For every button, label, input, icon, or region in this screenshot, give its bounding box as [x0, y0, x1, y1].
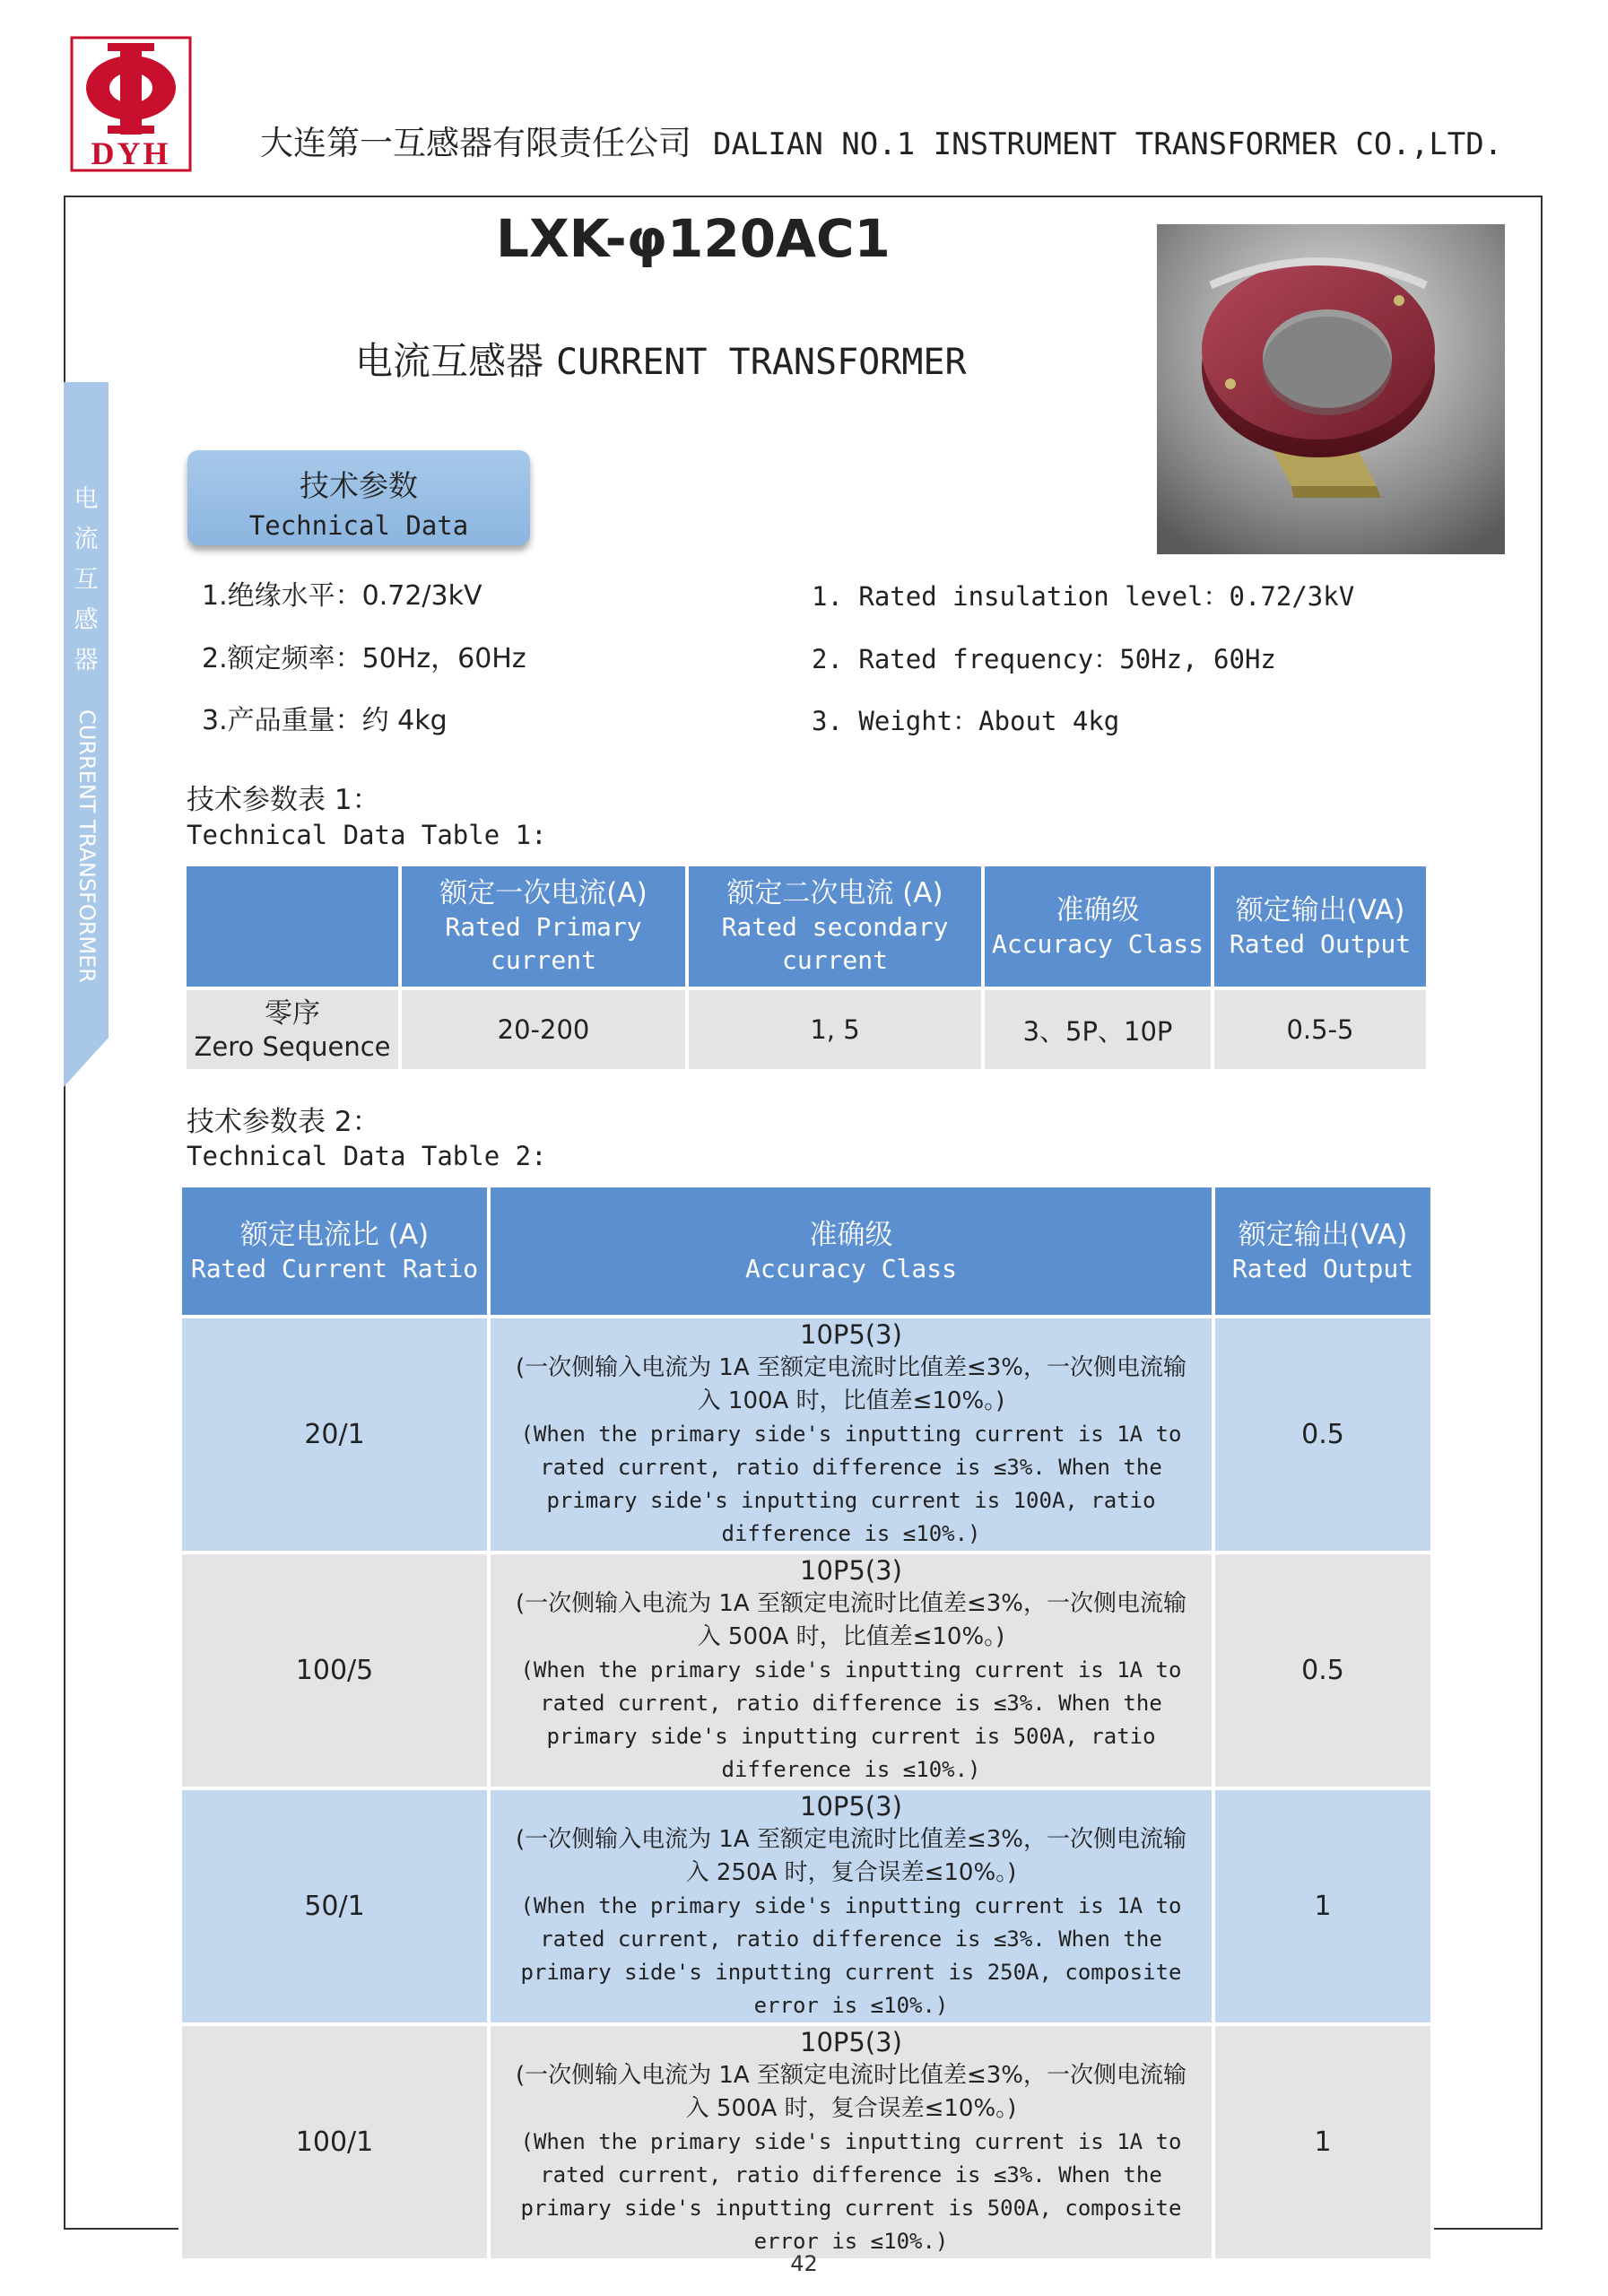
- technical-data-label-en: Technical Data: [248, 510, 469, 541]
- logo-text: DYH: [91, 135, 171, 171]
- spec-en-weight: 3. Weight：About 4kg: [812, 706, 1120, 736]
- table2-header-ratio: 额定电流比 (A) Rated Current Ratio: [180, 1186, 489, 1317]
- company-header: [260, 121, 1516, 166]
- side-tab-label-en: CURRENT TRANSFORMER: [74, 709, 100, 983]
- table-row: [180, 1788, 1432, 2024]
- table2-cell-accuracy: 10P5(3) (一次侧输入电流为 1A 至额定电流时比值差≤3%，一次侧电流输入 500A 时，复合误差≤10%。) (When the primary side's inputting current is 1A to rated current, ratio difference is ≤3%. When the primary side's inputting current is 500A, composite error is ≤10%.): [489, 2024, 1213, 2260]
- table2-cell-accuracy: 10P5(3) (一次侧输入电流为 1A 至额定电流时比值差≤3%，一次侧电流输入 500A 时，比值差≤10%。) (When the primary side's inputting current is 1A to rated current, ratio difference is ≤3%. When the primary side's inputting current is 500A, ratio difference is ≤10%.): [489, 1552, 1213, 1788]
- table2-cell-output: 1: [1213, 1788, 1432, 2024]
- table-row: [180, 1317, 1432, 1552]
- spec-en-insulation: 1. Rated insulation level：0.72/3kV: [812, 581, 1355, 612]
- table1-cell-accuracy: 3、5P、10P: [983, 988, 1213, 1071]
- spec-cn-insulation: 1.绝缘水平：0.72/3kV: [202, 580, 482, 612]
- product-photo: [1157, 224, 1505, 554]
- table-row: [185, 988, 1428, 1071]
- technical-data-table-1: [183, 863, 1430, 1073]
- table2-cell-ratio: 100/5: [180, 1552, 489, 1788]
- table2-header-row: [180, 1186, 1432, 1317]
- table1-header-output: 额定输出(VA) Rated Output: [1213, 865, 1428, 988]
- table1-caption-cn: 技术参数表 1：: [187, 784, 380, 816]
- table2-cell-accuracy: 10P5(3) (一次侧输入电流为 1A 至额定电流时比值差≤3%，一次侧电流输入 100A 时，比值差≤10%。) (When the primary side's inputting current is 1A to rated current, ratio difference is ≤3%. When the primary side's inputting current is 100A, ratio difference is ≤10%.): [489, 1317, 1213, 1552]
- table2-cell-accuracy: 10P5(3) (一次侧输入电流为 1A 至额定电流时比值差≤3%，一次侧电流输入 250A 时，复合误差≤10%。) (When the primary side's inputting current is 1A to rated current, ratio difference is ≤3%. When the primary side's inputting current is 250A, composite error is ≤10%.): [489, 1788, 1213, 2024]
- technical-data-label-cn: 技术参数: [300, 468, 418, 503]
- table1-header-accuracy: 准确级 Accuracy Class: [983, 865, 1213, 988]
- table2-cell-ratio: 20/1: [180, 1317, 489, 1552]
- table2-caption-en: Technical Data Table 2:: [187, 1141, 547, 1171]
- technical-data-table-2: [178, 1184, 1434, 2262]
- side-tab-label-cn: 电 流 互 感 器: [74, 485, 99, 674]
- table2-header-output: 额定输出(VA) Rated Output: [1213, 1186, 1432, 1317]
- table1-header-row: [185, 865, 1428, 988]
- product-title-en: CURRENT TRANSFORMER: [556, 342, 967, 383]
- table2-caption-cn: 技术参数表 2：: [187, 1106, 380, 1138]
- table1-cell-primary: 20-200: [400, 988, 687, 1071]
- table-row: [180, 1552, 1432, 1788]
- company-name-en: DALIAN NO.1 INSTRUMENT TRANSFORMER CO.,LTD.: [713, 126, 1503, 162]
- product-title-cn: 电流互感器: [355, 339, 544, 383]
- table2-header-accuracy: 准确级 Accuracy Class: [489, 1186, 1213, 1317]
- technical-data-badge: [187, 450, 530, 545]
- table2-cell-output: 1: [1213, 2024, 1432, 2260]
- table1-header-primary: 额定一次电流(A) Rated Primary current: [400, 865, 687, 988]
- table2-cell-output: 0.5: [1213, 1317, 1432, 1552]
- table1-cell-secondary: 1, 5: [687, 988, 983, 1071]
- table-row: [180, 2024, 1432, 2260]
- table1-cell-output: 0.5-5: [1213, 988, 1428, 1071]
- company-logo: [70, 36, 192, 172]
- spec-cn-frequency: 2.额定频率：50Hz，60Hz: [202, 643, 526, 674]
- model-title: LXK-φ120AC1: [496, 208, 891, 269]
- table1-header-secondary: 额定二次电流 (A) Rated secondary current: [687, 865, 983, 988]
- table2-cell-ratio: 50/1: [180, 1788, 489, 2024]
- table2-cell-ratio: 100/1: [180, 2024, 489, 2260]
- spec-cn-weight: 3.产品重量：约 4kg: [202, 705, 448, 736]
- page-number: 42: [790, 2251, 818, 2276]
- spec-en-frequency: 2. Rated frequency：50Hz, 60Hz: [812, 644, 1276, 674]
- table1-header-type: [185, 865, 400, 988]
- company-name-cn: 大连第一互感器有限责任公司: [260, 124, 691, 162]
- table1-caption-en: Technical Data Table 1:: [187, 820, 547, 850]
- product-title: [355, 332, 1073, 386]
- table1-cell-type: 零序 Zero Sequence: [185, 988, 400, 1071]
- side-tab: [64, 382, 109, 1087]
- table2-cell-output: 0.5: [1213, 1552, 1432, 1788]
